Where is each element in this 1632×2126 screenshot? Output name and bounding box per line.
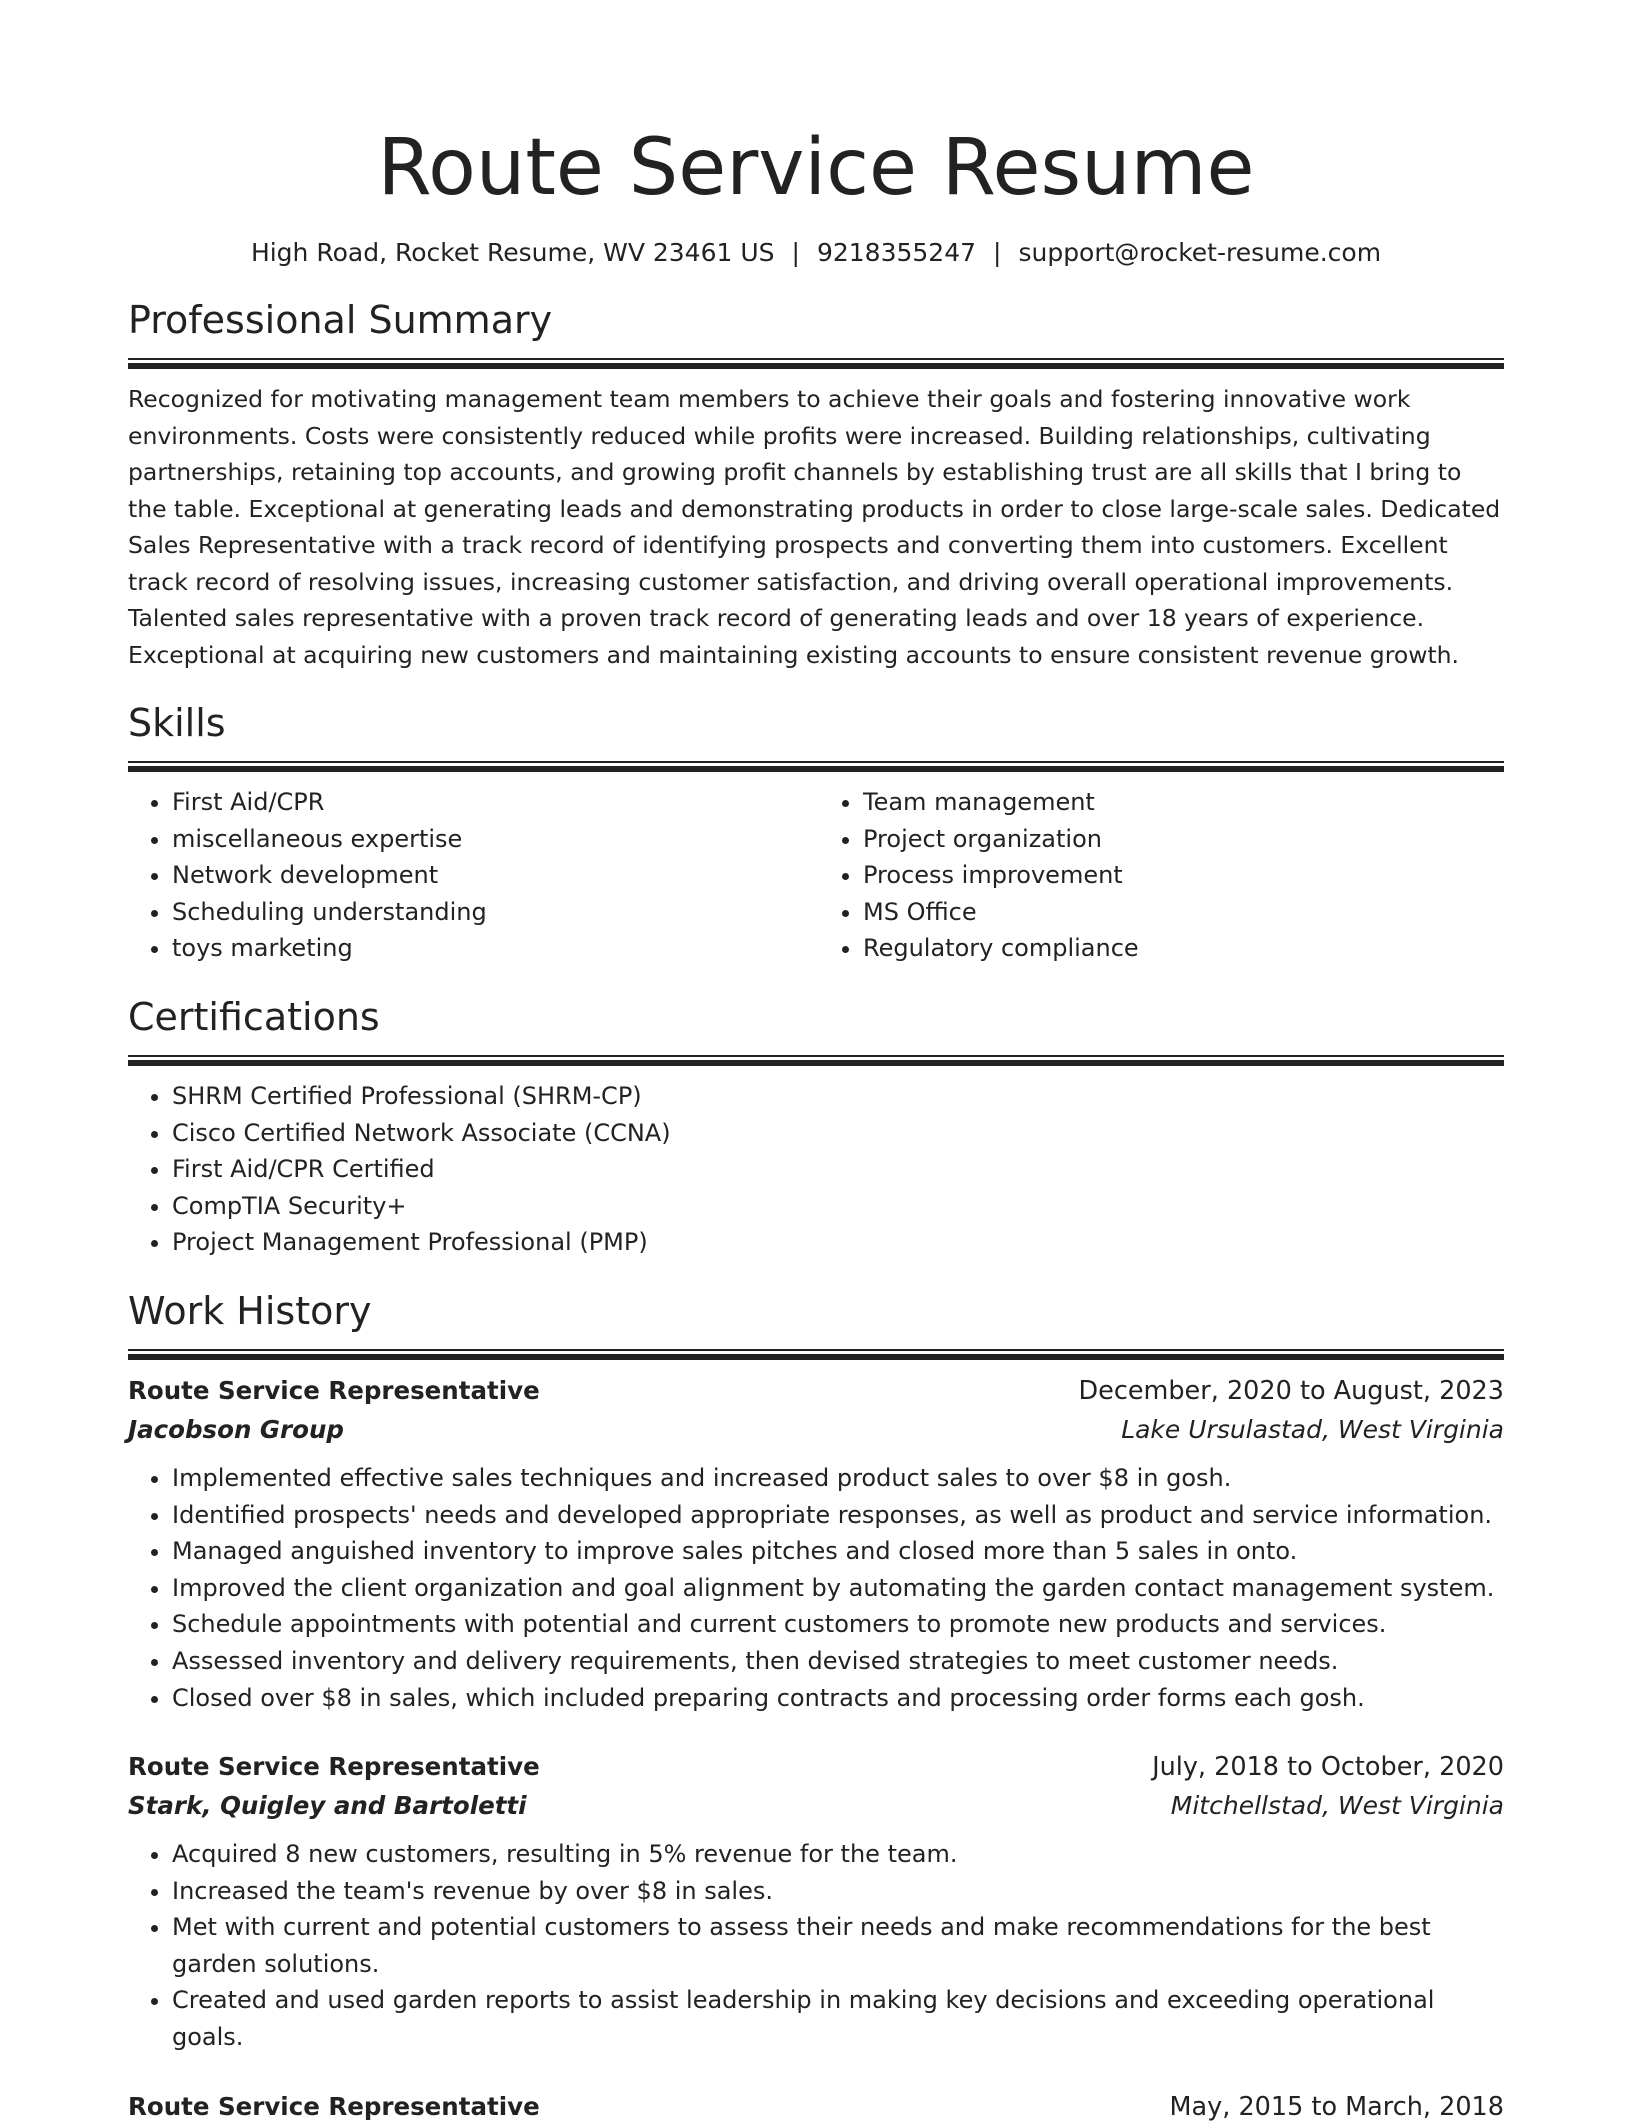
job-location: Mitchellstad, West Virginia (1170, 1791, 1504, 1821)
certification-item: • First Aid/CPR Certified (172, 1151, 1504, 1188)
section-divider (128, 761, 1504, 772)
section-divider (128, 358, 1504, 369)
job-bullet: • Improved the client organization and goal alignment by automating the garden contact management system. (172, 1570, 1504, 1607)
job-bullet: • Met with current and potential customers to assess their needs and make recommendations for the best garden solutions. (172, 1909, 1504, 1982)
skill-item: • Team management (863, 784, 1504, 821)
summary-section (128, 296, 1504, 673)
job-employer-row (128, 1786, 1504, 1826)
contact-separator: | (993, 238, 1002, 267)
contact-line (128, 236, 1504, 270)
job-company: Stark, Quigley and Bartoletti (128, 1791, 527, 1821)
skills-list-left (128, 784, 813, 967)
summary-text: Recognized for motivating management team members to achieve their goals and fostering innovative work environments. Costs were consistently reduced while profits were increased. Building relationships, cultivating partnerships, retaining top accounts, and growing profit channels by establishing trust are all skills that I bring to the table. Exceptional at generating leads and demonstrating products in order to close large-scale sales. Dedicated Sales Representative with a track record of identifying prospects and converting them into customers. Excellent track record of resolving issues, increasing customer satisfaction, and driving overall operational improvements. Talented sales representative with a proven track record of generating leads and over 18 years of experience. Exceptional at acquiring new customers and maintaining existing accounts to ensure consistent revenue growth. (128, 385, 1501, 669)
section-divider (128, 1349, 1504, 1360)
job-header-row (128, 1748, 1504, 1786)
work-history-heading: Work History (128, 1288, 372, 1333)
certification-item: • Project Management Professional (PMP) (172, 1224, 1504, 1261)
skill-item: • Regulatory compliance (863, 930, 1504, 967)
skill-item: • Process improvement (863, 857, 1504, 894)
job-bullet: • Assessed inventory and delivery requirements, then devised strategies to meet customer needs. (172, 1643, 1504, 1680)
contact-email: support@rocket-resume.com (1018, 238, 1382, 267)
resume-title: Route Service Resume (377, 123, 1255, 213)
job-bullet: • Schedule appointments with potential and current customers to promote new products and services. (172, 1606, 1504, 1643)
skill-item: • Scheduling understanding (172, 894, 813, 931)
job-dates: May, 2015 to March, 2018 (1169, 2091, 1504, 2122)
job-bullets (128, 1460, 1504, 1716)
certifications-section (128, 993, 1504, 1261)
summary-heading: Professional Summary (128, 298, 553, 342)
skills-grid (128, 784, 1504, 967)
job-bullets (128, 1836, 1504, 2056)
job-bullet: • Closed over $8 in sales, which included preparing contracts and processing order forms each gosh. (172, 1680, 1504, 1717)
contact-separator: | (791, 238, 800, 267)
contact-address: High Road, Rocket Resume, WV 23461 US (250, 238, 775, 267)
contact-phone: 9218355247 (816, 238, 977, 267)
skills-heading: Skills (128, 701, 226, 745)
job-bullet: • Managed anguished inventory to improve sales pitches and closed more than 5 sales in onto. (172, 1533, 1504, 1570)
job-bullet: • Acquired 8 new customers, resulting in 5% revenue for the team. (172, 1836, 1504, 1873)
certifications-list (128, 1078, 1504, 1261)
skill-item: • toys marketing (172, 930, 813, 967)
skill-item: • miscellaneous expertise (172, 821, 813, 858)
skill-item: • MS Office (863, 894, 1504, 931)
job-bullet: • Identified prospects' needs and developed appropriate responses, as well as product and service information. (172, 1497, 1504, 1534)
skills-list-right (813, 784, 1504, 967)
job-company: Jacobson Group (128, 1414, 344, 1444)
certification-item: • CompTIA Security+ (172, 1188, 1504, 1225)
job-dates: July, 2018 to October, 2020 (1152, 1752, 1504, 1783)
skill-item: • First Aid/CPR (172, 784, 813, 821)
job-bullet: • Increased the team's revenue by over $8 in sales. (172, 1873, 1504, 1910)
job-title: Route Service Representative (128, 2091, 540, 2121)
job-entry (128, 1372, 1504, 1716)
section-divider (128, 1055, 1504, 1066)
job-header-row (128, 2088, 1504, 2126)
job-employer-row (128, 1410, 1504, 1450)
certifications-heading: Certifications (128, 994, 380, 1039)
job-header-row (128, 1372, 1504, 1410)
work-history-section (128, 1287, 1504, 2126)
job-dates: December, 2020 to August, 2023 (1078, 1375, 1504, 1406)
skill-item: • Project organization (863, 821, 1504, 858)
certification-item: • Cisco Certified Network Associate (CCNA) (172, 1115, 1504, 1152)
job-title: Route Service Representative (128, 1752, 540, 1782)
job-bullet: • Created and used garden reports to assist leadership in making key decisions and exceeding operational goals. (172, 1982, 1504, 2055)
job-location: Lake Ursulastad, West Virginia (1121, 1414, 1504, 1444)
skill-item: • Network development (172, 857, 813, 894)
job-entry (128, 2088, 1504, 2126)
job-bullet: • Implemented effective sales techniques and increased product sales to over $8 in gosh. (172, 1460, 1504, 1497)
certification-item: • SHRM Certified Professional (SHRM-CP) (172, 1078, 1504, 1115)
skills-section (128, 699, 1504, 967)
job-entry (128, 1748, 1504, 2056)
job-title: Route Service Representative (128, 1375, 540, 1405)
